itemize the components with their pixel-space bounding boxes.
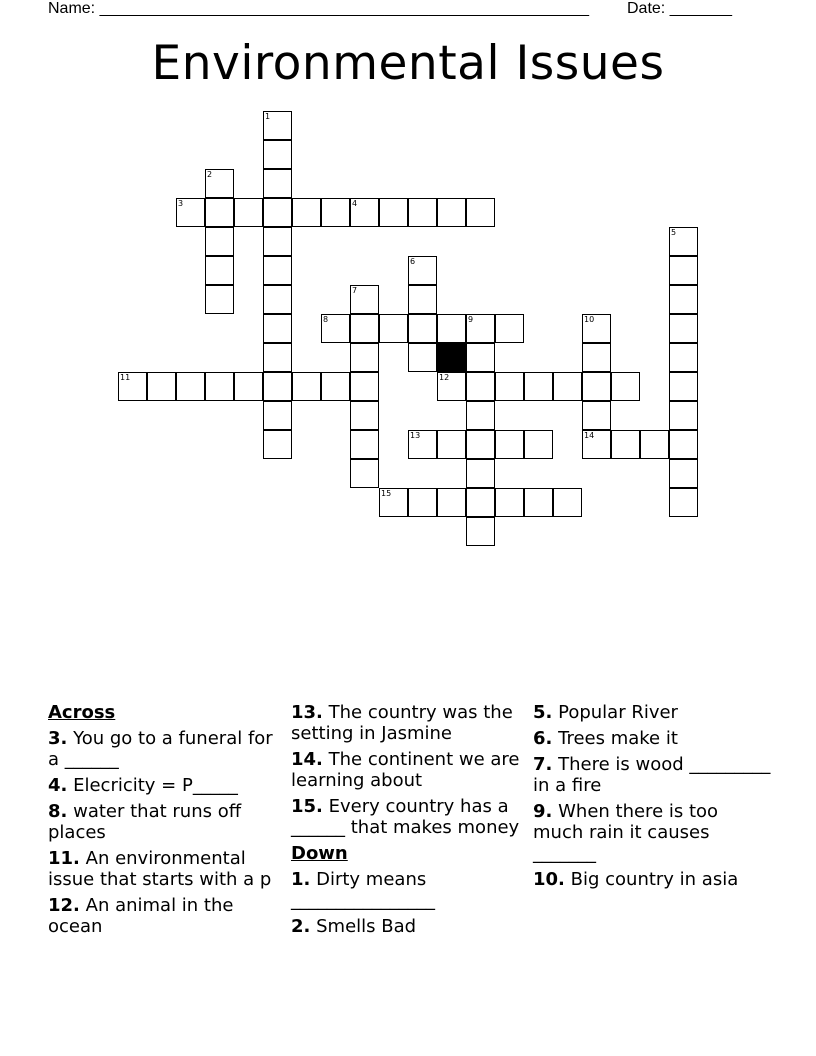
across-heading: Across [48, 702, 116, 723]
crossword-cell[interactable] [263, 343, 292, 372]
clue-number: 13 [410, 431, 421, 440]
clue-across-13: 13. The country was the setting in Jasmine [291, 702, 513, 744]
crossword-cell[interactable] [408, 314, 437, 343]
clue-number: 8 [323, 315, 329, 324]
clue-down-9: 9. When there is too much rain it causes _______ [533, 801, 719, 864]
crossword-cell[interactable] [205, 198, 234, 227]
crossword-cell[interactable] [669, 372, 698, 401]
crossword-cell[interactable] [263, 256, 292, 285]
clue-number: 6 [410, 257, 416, 266]
crossword-cell[interactable] [321, 372, 350, 401]
crossword-cell[interactable] [263, 198, 292, 227]
crossword-cell[interactable] [553, 488, 582, 517]
crossword-cell[interactable] [205, 227, 234, 256]
crossword-cell[interactable] [263, 285, 292, 314]
crossword-cell[interactable] [350, 343, 379, 372]
crossword-cell[interactable] [582, 314, 611, 343]
crossword-cell[interactable] [350, 459, 379, 488]
crossword-cell[interactable] [263, 227, 292, 256]
crossword-cell[interactable] [350, 314, 379, 343]
page-title: Environmental Issues [151, 36, 665, 91]
crossword-cell[interactable] [379, 198, 408, 227]
crossword-cell[interactable] [292, 198, 321, 227]
crossword-cell[interactable] [234, 198, 263, 227]
crossword-cell[interactable] [669, 401, 698, 430]
crossword-cell[interactable] [321, 314, 350, 343]
clues-column-2 [291, 702, 526, 942]
crossword-cell[interactable] [205, 256, 234, 285]
crossword-cell[interactable] [669, 285, 698, 314]
clue-across-15: 15. Every country has a ______ that makes money [291, 796, 520, 838]
crossword-cell[interactable] [263, 314, 292, 343]
clue-down-2: 2. Smells Bad [291, 916, 417, 937]
crossword-cell[interactable] [466, 314, 495, 343]
clue-across-12: 12. An animal in the ocean [48, 895, 234, 937]
clues-column-3 [533, 702, 773, 895]
clue-number: 1 [265, 112, 271, 121]
crossword-cell[interactable] [205, 169, 234, 198]
crossword-cell[interactable] [379, 314, 408, 343]
clues-column-1 [48, 702, 278, 942]
clue-down-1: 1. Dirty means ________________ [291, 869, 435, 911]
crossword-cell[interactable] [466, 459, 495, 488]
clue-number: 3 [178, 199, 184, 208]
crossword-cell[interactable] [408, 488, 437, 517]
crossword-cell[interactable] [263, 111, 292, 140]
crossword-cell[interactable] [321, 198, 350, 227]
clue-number: 2 [207, 170, 213, 179]
crossword-cell[interactable] [263, 430, 292, 459]
crossword-cell[interactable] [437, 488, 466, 517]
crossword-cell[interactable] [408, 285, 437, 314]
clue-number: 4 [352, 199, 358, 208]
crossword-cell[interactable] [495, 372, 524, 401]
crossword-cell[interactable] [669, 314, 698, 343]
crossword-cell[interactable] [582, 372, 611, 401]
clue-number: 7 [352, 286, 358, 295]
crossword-cell[interactable] [495, 314, 524, 343]
crossword-cell[interactable] [350, 198, 379, 227]
crossword-cell[interactable] [408, 198, 437, 227]
crossword-cell[interactable] [176, 198, 205, 227]
crossword-cell[interactable] [263, 140, 292, 169]
crossword-cell[interactable] [524, 488, 553, 517]
clue-number: 10 [584, 315, 595, 324]
crossword-cell[interactable] [263, 169, 292, 198]
crossword-cell[interactable] [669, 430, 698, 459]
crossword-cell[interactable] [408, 430, 437, 459]
crossword-cell[interactable] [437, 372, 466, 401]
crossword-cell[interactable] [350, 430, 379, 459]
clue-across-14: 14. The continent we are learning about [291, 749, 520, 791]
crossword-cell[interactable] [640, 430, 669, 459]
crossword-cell[interactable] [582, 401, 611, 430]
crossword-cell[interactable] [437, 198, 466, 227]
crossword-cell[interactable] [524, 430, 553, 459]
crossword-cell[interactable] [669, 343, 698, 372]
clue-across-11: 11. An environmental issue that starts with a p [48, 848, 272, 890]
crossword-cell[interactable] [205, 372, 234, 401]
crossword-cell[interactable] [379, 488, 408, 517]
crossword-cell[interactable] [466, 198, 495, 227]
crossword-cell[interactable] [350, 372, 379, 401]
crossword-cell[interactable] [611, 430, 640, 459]
crossword-cell[interactable] [495, 488, 524, 517]
crossword-cell[interactable] [466, 430, 495, 459]
crossword-cell[interactable] [669, 488, 698, 517]
clue-number: 12 [439, 373, 450, 382]
crossword-cell[interactable] [669, 459, 698, 488]
crossword-cell[interactable] [466, 488, 495, 517]
crossword-cell[interactable] [205, 285, 234, 314]
crossword-cell[interactable] [350, 285, 379, 314]
clue-down-6: 6. Trees make it [533, 728, 678, 749]
crossword-cell[interactable] [234, 372, 263, 401]
name-field-label: Name: _______________________________________________________ [48, 0, 589, 17]
crossword-cell[interactable] [408, 256, 437, 285]
crossword-cell[interactable] [263, 401, 292, 430]
crossword-cell[interactable] [292, 372, 321, 401]
crossword-black-cell [437, 343, 466, 372]
crossword-cell[interactable] [437, 430, 466, 459]
crossword-cell[interactable] [669, 227, 698, 256]
crossword-cell[interactable] [524, 372, 553, 401]
date-field-label: Date: _______ [627, 0, 732, 17]
crossword-cell[interactable] [147, 372, 176, 401]
crossword-cell[interactable] [495, 430, 524, 459]
crossword-cell[interactable] [466, 343, 495, 372]
crossword-cell[interactable] [466, 517, 495, 546]
clue-across-8: 8. water that runs off places [48, 801, 242, 843]
crossword-cell[interactable] [466, 401, 495, 430]
crossword-cell[interactable] [466, 372, 495, 401]
down-heading: Down [291, 843, 348, 864]
crossword-cell[interactable] [611, 372, 640, 401]
crossword-cell[interactable] [118, 372, 147, 401]
clue-across-4: 4. Elecricity = P_____ [48, 775, 238, 796]
crossword-cell[interactable] [582, 430, 611, 459]
clue-number: 11 [120, 373, 131, 382]
clue-number: 15 [381, 489, 392, 498]
crossword-cell[interactable] [437, 314, 466, 343]
clue-number: 9 [468, 315, 474, 324]
clue-down-7: 7. There is wood _________ in a fire [533, 754, 771, 796]
crossword-cell[interactable] [669, 256, 698, 285]
crossword-cell[interactable] [350, 401, 379, 430]
crossword-cell[interactable] [553, 372, 582, 401]
clue-down-5: 5. Popular River [533, 702, 678, 723]
crossword-cell[interactable] [408, 343, 437, 372]
clue-across-3: 3. You go to a funeral for a ______ [48, 728, 273, 770]
clue-down-10: 10. Big country in asia [533, 869, 739, 890]
crossword-cell[interactable] [263, 372, 292, 401]
crossword-cell[interactable] [582, 343, 611, 372]
crossword-cell[interactable] [176, 372, 205, 401]
clue-number: 5 [671, 228, 677, 237]
clue-number: 14 [584, 431, 595, 440]
